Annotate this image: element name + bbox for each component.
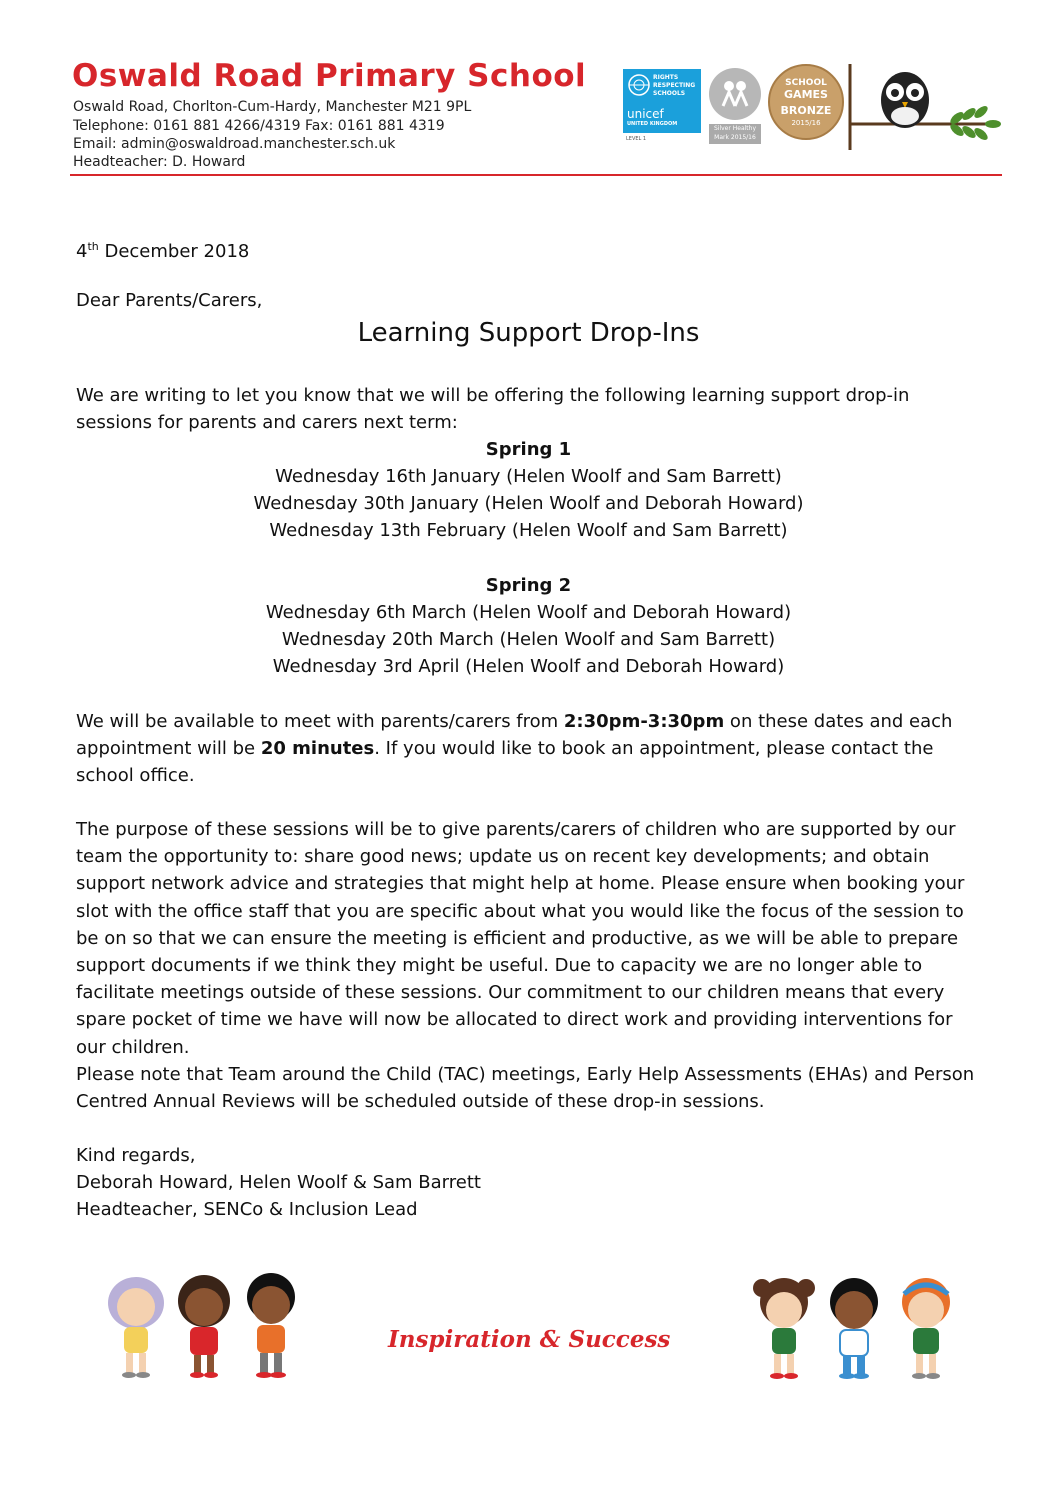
spring1-session: Wednesday 13th February (Helen Woolf and Sam Barrett) [269, 520, 788, 541]
salutation: Dear Parents/Carers, [76, 290, 263, 311]
signatories: Deborah Howard, Helen Woolf & Sam Barrett [76, 1172, 481, 1193]
globe-icon [627, 73, 651, 97]
unicef-wordmark: unicef [627, 107, 664, 121]
purpose-paragraph: The purpose of these sessions will be to give parents/carers of children who are supported by our team the opportunity to: share good news; update us on recent key developments; and obtain support network advice and strategies that might help at home. Please ensure when booking your slot with the office staff that you are specific about what you would like the focus of the session to be on so that we can ensure the meeting is efficient and productive, as we will be able to prepare support documents if we think they might be useful. Due to capacity we are no longer able to facilitate meetings outside of these sessions. Our commitment to our children means that every spare pocket of time we have will now be allocated to direct work and providing interventions for our children. [76, 819, 965, 1058]
games-line2: GAMES [784, 88, 828, 101]
signatory-roles: Headteacher, SENCo & Inclusion Lead [76, 1199, 418, 1220]
page-title: Learning Support Drop-Ins [357, 318, 700, 348]
note-paragraph: Please note that Team around the Child (TAC) meetings, Early Help Assessments (EHAs) and Person Centred Annual Reviews will be scheduled outside of these drop-in sessions. [76, 1064, 975, 1113]
availability-duration: 20 minutes [260, 738, 375, 760]
letter-date [76, 233, 249, 265]
spring1-session: Wednesday 16th January (Helen Woolf and Sam Barrett) [275, 466, 782, 487]
signoff: Kind regards, [76, 1145, 196, 1166]
rights-line3: SCHOOLS [653, 90, 686, 97]
availability-part1: We will be available to meet with parents/carers from [76, 711, 564, 732]
games-year: 2015/16 [791, 119, 821, 127]
silver-caption-line2: Mark 2015/16 [714, 134, 756, 141]
header-divider [70, 174, 1002, 176]
spring2-session: Wednesday 3rd April (Helen Woolf and Deborah Howard) [272, 656, 785, 677]
children-illustration-right [746, 1268, 966, 1388]
games-award: BRONZE [780, 104, 832, 117]
intro-paragraph: We are writing to let you know that we will be offering the following learning support drop-in sessions for parents and carers next term: [76, 385, 910, 434]
availability-paragraph [76, 708, 981, 790]
school-telephone: Telephone: 0161 881 4266/4319 Fax: 0161 881 4319 [73, 118, 445, 134]
unicef-rights-respecting-logo [623, 69, 701, 133]
healthy-schools-badge [709, 68, 761, 120]
unicef-sub: UNITED KINGDOM [627, 121, 678, 127]
date-rest: December 2018 [98, 241, 250, 262]
school-address: Oswald Road, Chorlton-Cum-Hardy, Manchester M21 9PL [73, 99, 472, 115]
spring1-session: Wednesday 30th January (Helen Woolf and Deborah Howard) [253, 493, 804, 514]
rights-line2: RESPECTING [653, 82, 696, 89]
date-suffix: th [87, 240, 99, 253]
availability-time: 2:30pm-3:30pm [563, 711, 725, 732]
spring2-session: Wednesday 6th March (Helen Woolf and Deborah Howard) [265, 602, 792, 623]
rights-line1: RIGHTS [653, 74, 679, 81]
date-day: 4 [76, 241, 88, 262]
spring2-heading: Spring 2 [485, 575, 572, 596]
owl-on-branch-logo [845, 62, 1005, 154]
silver-healthy-caption [709, 124, 761, 144]
availability-part2: on these dates and each appointment will be [76, 711, 953, 760]
games-line1: SCHOOL [785, 78, 827, 88]
school-motto: Inspiration & Success [388, 1326, 671, 1353]
spring2-session: Wednesday 20th March (Helen Woolf and Sam Barrett) [281, 629, 776, 650]
silver-caption-line1: Silver Healthy [713, 125, 756, 132]
spring1-heading: Spring 1 [485, 439, 572, 460]
children-illustration-left [96, 1265, 311, 1385]
children-figure-icon [709, 68, 761, 120]
availability-part3: . If you would like to book an appointment, please contact the school office. [76, 738, 934, 787]
school-games-bronze-badge [768, 64, 844, 140]
school-name: Oswald Road Primary School [72, 58, 587, 94]
school-email: Email: admin@oswaldroad.manchester.sch.uk [73, 136, 396, 152]
unicef-level: LEVEL 1 [626, 136, 647, 142]
headteacher-line: Headteacher: D. Howard [73, 154, 246, 170]
